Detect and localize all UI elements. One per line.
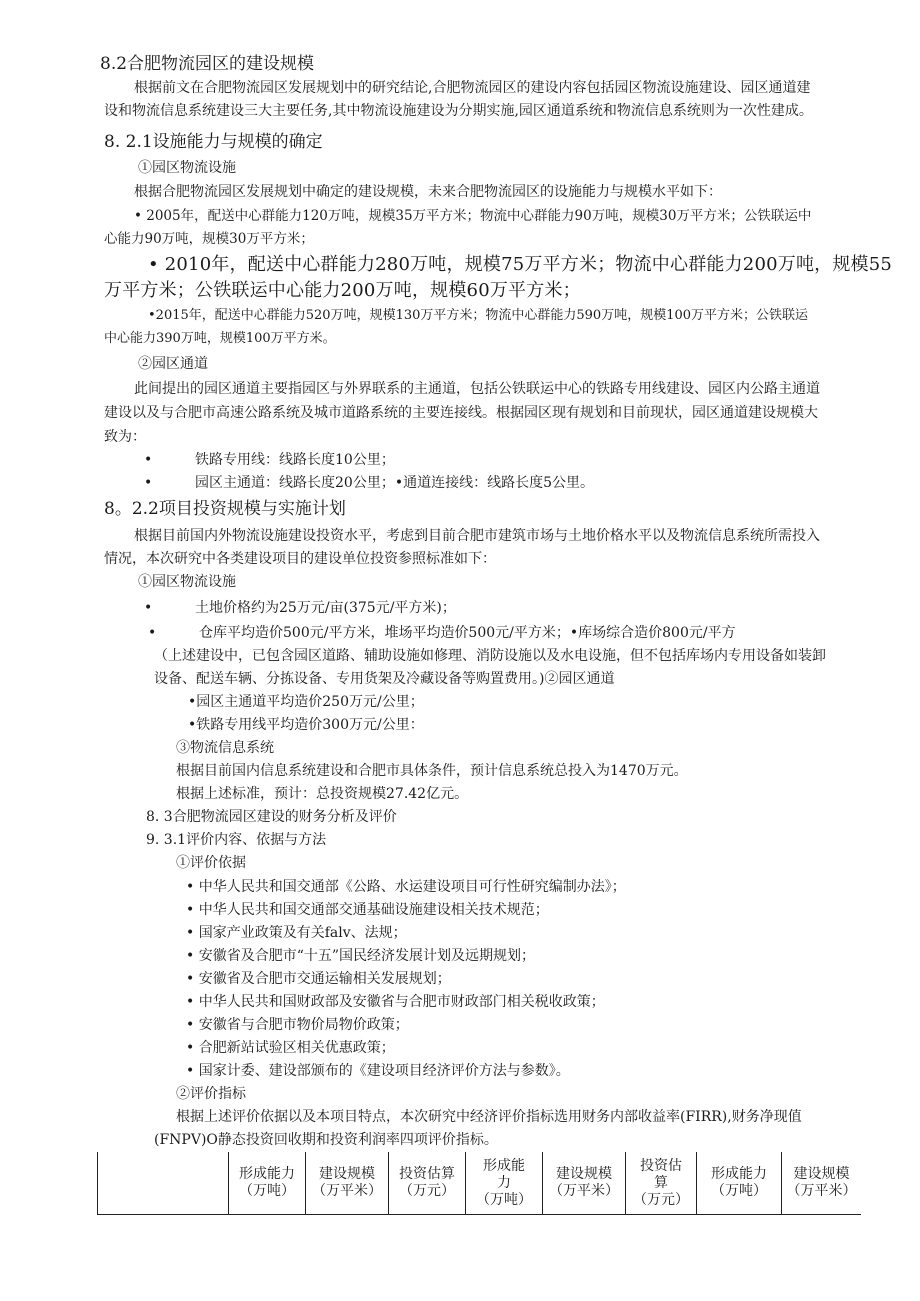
table-header-scale: 建设规模 （万平米） xyxy=(786,1166,857,1199)
paragraph-line: （上述建设中，已包含园区道路、辅助设施如修理、消防设施以及水电设施，但不包括库场内专用设备如装卸 xyxy=(154,648,826,664)
section-8-2-2-title: 8。2.2项目投资规模与实施计划 xyxy=(104,499,346,519)
paragraph-line: 根据合肥物流园区发展规划中确定的建设规模，未来合肥物流园区的设施能力与规模水平如下： xyxy=(134,184,722,200)
paragraph-line: (FNPV)O静态投资回收期和投资利润率四项评价指标。 xyxy=(154,1132,498,1148)
subheading-evaluation-indicators: ②评价指标 xyxy=(176,1086,246,1102)
list-item: • 安徽省与合肥市物价局物价政策； xyxy=(186,1017,409,1033)
subheading-park-channel: ②园区通道 xyxy=(138,356,208,372)
list-item: • 安徽省及合肥市交通运输相关发展规划； xyxy=(186,971,451,987)
paragraph-line: 设和物流信息系统建设三大主要任务,其中物流设施建设为分期实施,园区通道系统和物流信息系统则为一次性建成。 xyxy=(104,103,813,119)
bullet: • xyxy=(144,452,153,468)
paragraph-line: 根据前文在合肥物流园区发展规划中的研究结论,合肥物流园区的建设内容包括园区物流设施建设、园区通道建 xyxy=(134,80,811,96)
table-header-capacity: 形成能 力 （万吨） xyxy=(466,1152,543,1215)
list-item: • 中华人民共和国财政部及安徽省与合肥市财政部门相关税收政策； xyxy=(186,994,605,1010)
list-item: • 合肥新站试验区相关优惠政策； xyxy=(186,1040,395,1056)
list-item-2005-cont: 心能力90万吨，规模30万平方米； xyxy=(104,231,314,247)
paragraph-line: 设备、配送车辆、分拣设备、专用货架及冷藏设备等购置费用。)②园区通道 xyxy=(154,671,615,687)
list-item: • 中华人民共和国交通部《公路、水运建设项目可行性研究编制办法》； xyxy=(186,879,626,895)
table-header-capacity: 形成能力 （万吨） xyxy=(229,1152,306,1215)
list-item-2010: • 2010年，配送中心群能力280万吨，规模75万平方米；物流中心群能力200万吨，规模55 xyxy=(148,254,893,275)
subheading-logistics-facilities: ①园区物流设施 xyxy=(138,574,236,590)
paragraph-line: 情况，本次研究中各类建设项目的建设单位投资参照标准如下： xyxy=(104,551,496,567)
paragraph-line: 建设以及与合肥市高速公路系统及城市道路系统的主要连接线。根据园区现有规划和目前现状，园区通道建设规模大 xyxy=(104,405,818,421)
table-header-investment: 投资估算 （万元） xyxy=(389,1152,466,1215)
paragraph-line: 根据上述评价依据以及本项目特点，本次研究中经济评价指标选用财务内部收益率(FIRR),财务净现值 xyxy=(176,1109,802,1125)
subheading-logistics-facilities: ①园区物流设施 xyxy=(138,160,236,176)
paragraph-line: 根据上述标准，预计：总投资规模27.42亿元。 xyxy=(176,786,469,802)
list-item-warehouse-cost: 仓库平均造价500元/平方米，堆场平均造价500元/平方米；•库场综合造价800元/平方 xyxy=(199,625,736,641)
investment-table xyxy=(97,1152,861,1215)
list-item: • 中华人民共和国交通部交通基础设施建设相关技术规范； xyxy=(186,902,549,918)
table-header-investment: 投资估 算 （万元） xyxy=(626,1152,697,1215)
bullet: • xyxy=(148,625,157,641)
list-item-2015: •2015年，配送中心群能力520万吨，规模130万平方米；物流中心群能力590万吨，规模100万平方米；公铁联运 xyxy=(148,308,809,323)
section-8-3-title: 8. 3合肥物流园区建设的财务分析及评价 xyxy=(146,809,397,825)
section-8-2-1-title: 8. 2.1设施能力与规模的确定 xyxy=(104,132,323,152)
list-item: • 国家计委、建设部颁布的《建设项目经济评价方法与参数》。 xyxy=(186,1063,570,1079)
list-item: • 安徽省及合肥市“十五”国民经济发展计划及远期规划； xyxy=(186,948,536,964)
subheading-info-system: ③物流信息系统 xyxy=(176,740,274,756)
paragraph-line: 此间提出的园区通道主要指园区与外界联系的主通道，包括公铁联运中心的铁路专用线建设、园区内公路主通道 xyxy=(134,381,820,397)
list-item-railway: 铁路专用线：线路长度10公里； xyxy=(195,452,395,468)
list-item-main-road: 园区主通道：线路长度20公里；•通道连接线：线路长度5公里。 xyxy=(195,475,594,491)
bullet: • xyxy=(144,600,153,616)
table-header-row xyxy=(98,1152,862,1215)
table-cell-empty xyxy=(98,1152,229,1215)
paragraph-line: 根据目前国内信息系统建设和合肥市具体条件，预计信息系统总投入为1470万元。 xyxy=(176,763,688,779)
section-8-2-title: 8.2合肥物流园区的建设规模 xyxy=(100,54,315,74)
table-header-capacity: 形成能力 （万吨） xyxy=(697,1152,782,1215)
list-item-2010-cont: 万平方米；公铁联运中心能力200万吨，规模60万平方米； xyxy=(104,280,581,301)
table-header-scale: 建设规模 （万平米） xyxy=(306,1152,389,1215)
paragraph-line: 根据目前国内外物流设施建设投资水平，考虑到目前合肥市建筑市场与土地价格水平以及物流信息系统所需投入 xyxy=(134,528,820,544)
list-item: • 国家产业政策及有关falv、法规； xyxy=(186,925,407,941)
list-item-main-road-cost: •园区主通道平均造价250万元/公里； xyxy=(188,694,424,710)
list-item-rail-cost: •铁路专用线平均造价300万元/公里： xyxy=(188,717,424,733)
table-header-scale: 建设规模 （万平米） xyxy=(543,1152,626,1215)
list-item-2015-cont: 中心能力390万吨，规模100万平方米。 xyxy=(104,331,336,346)
bullet: • xyxy=(144,475,153,491)
section-9-3-1-title: 9. 3.1评价内容、依据与方法 xyxy=(146,832,327,848)
subheading-evaluation-basis: ①评价依据 xyxy=(176,855,246,871)
list-item-land-price: 土地价格约为25万元/亩(375元/平方米)； xyxy=(195,600,456,616)
list-item-2005: • 2005年，配送中心群能力120万吨，规模35万平方米；物流中心群能力90万吨，规模30万平方米；公铁联运中 xyxy=(134,208,812,224)
paragraph-line: 致为： xyxy=(104,429,146,445)
